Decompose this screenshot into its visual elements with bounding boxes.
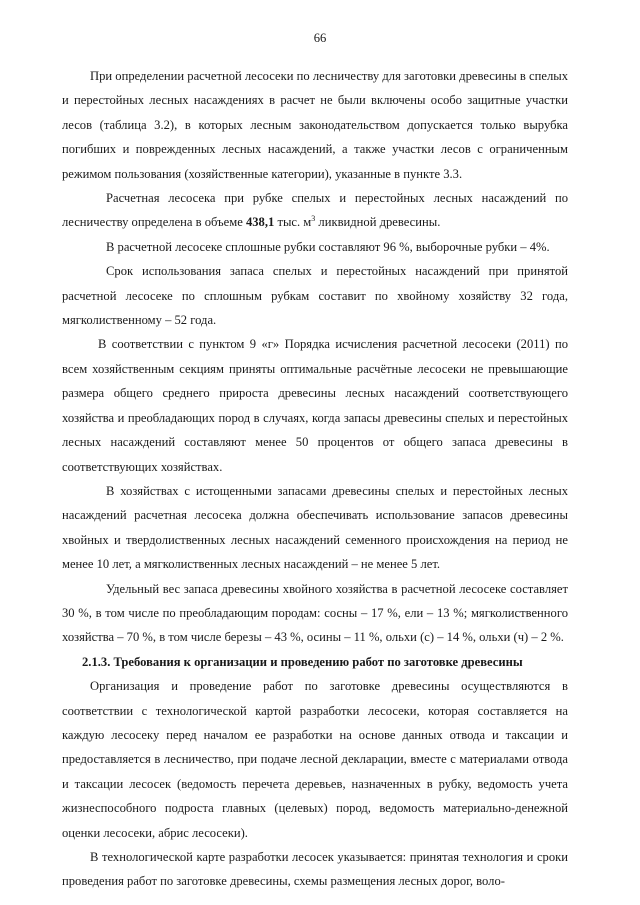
allowable-cut-text-after: ликвидной древесины. — [315, 215, 441, 230]
page-number: 66 — [313, 31, 327, 45]
paragraph-species-share: Удельный вес запаса древесины хвойного хозяйства в расчетной лесосеке составляет 30 %, в том числе по преобладающим породам: сосны – 17 %, ели – 13 %; мягколиственного хозяйства – 70 %, в том числе березы – 43 %, осины – 11 %, ольхи (с) – 14 %, ольхи (ч) – 2 %. — [62, 581, 568, 645]
allowable-cut-text-before: Расчетная лесосека при рубке спелых и перестойных лесных насаждений по лесничеству определена в объеме — [62, 191, 568, 230]
allowable-cut-value: 438,1 — [245, 215, 275, 230]
paragraph-cut-types-share: В расчетной лесосеке сплошные рубки составляют 96 %, выборочные рубки – 4%. — [106, 239, 550, 254]
paragraph-depleted-stocks: В хозяйствах с истощенными запасами древесины спелых и перестойных лесных насаждений расчетная лесосека должна обеспечивать использование запасов древесины хвойных и твердолиственных лесных насаждений семенного происхождения на период не менее 10 лет, а мягколиственных лесных насаждений – не менее 5 лет. — [62, 483, 568, 572]
allowable-cut-unit: тыс. м — [274, 215, 312, 230]
document-body — [62, 64, 568, 894]
paragraph-stock-use-period: Срок использования запаса спелых и перестойных насаждений при принятой расчетной лесосеке по сплошным рубкам составит по хвойному хозяйству 32 года, мягколиственному – 52 года. — [62, 264, 568, 328]
paragraph-harvesting-organization: Организация и проведение работ по заготовке древесины осуществляются в соответствии с технологической картой разработки лесосеки, которая составляется на каждую лесосеку перед началом ее разработки на основе данных отвода и таксации и предоставляется в лесничество, при подаче лесной декларации, вместе с материалами отвода и таксации лесосек (ведомость перечета деревьев, назначенных в рубку, ведомость учета жизнеспособного подроста главных (целевых) пород, ведомость материально-денежной оценки лесосеки, абрис лесосеки). — [62, 679, 568, 840]
section-heading: 2.1.3. Требования к организации и проведению работ по заготовке древесины — [82, 654, 523, 669]
allowable-cut-unit-superscript: 3 — [311, 214, 316, 224]
paragraph-technological-map: В технологической карте разработки лесосек указывается: принятая технология и сроки проведения работ по заготовке древесины, схемы размещения лесных дорог, воло- — [62, 850, 568, 889]
paragraph-allowable-cut-volume — [62, 186, 568, 235]
paragraph-excluded-areas: При определении расчетной лесосеки по лесничеству для заготовки древесины в спелых и перестойных лесных насаждениях в расчет не были включены особо защитные участки лесов (таблица 3.2), в которых лесным законодательством допускается только вырубка погибших и поврежденных лесных насаждений, а также участки лесов с ограниченным режимом пользования (хозяйственные категории), указанные в пункте 3.3. — [62, 69, 568, 181]
paragraph-optimal-cut-rules: В соответствии с пунктом 9 «г» Порядка исчисления расчетной лесосеки (2011) по всем хозяйственным секциям приняты оптимальные расчётные лесосеки не превышающие размера общего среднего прироста древесины лесных насаждений соответствующего хозяйства и преобладающих пород в случаях, когда запасы древесины спелых и перестойных лесных насаждений составляют менее 50 процентов от общего запаса древесины в соответствующих хозяйствах. — [62, 337, 568, 474]
